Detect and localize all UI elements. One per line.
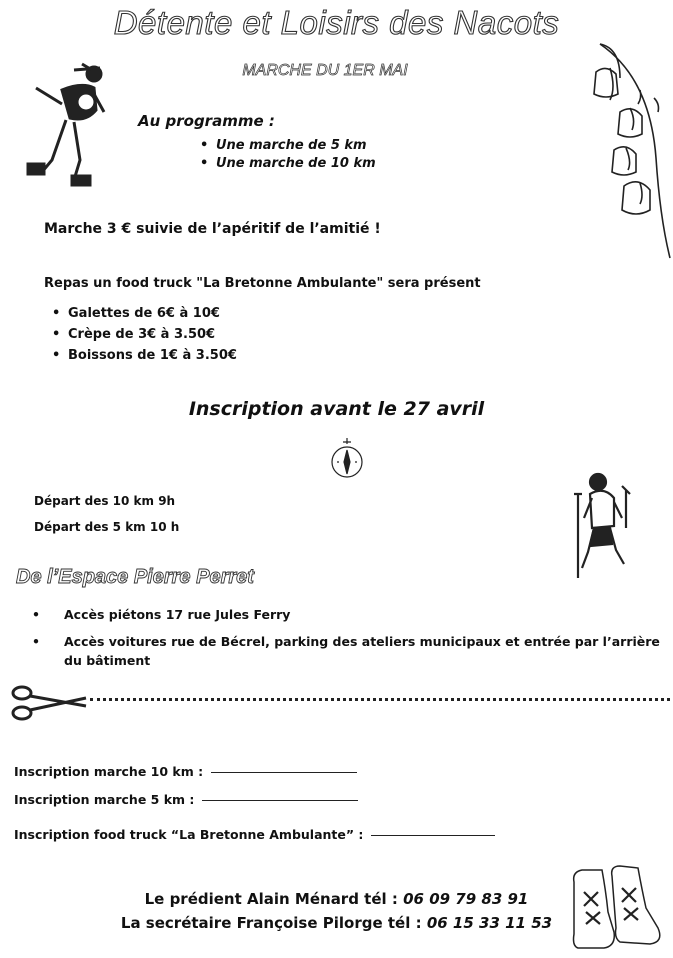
departure-10km: Départ des 10 km 9h — [34, 494, 176, 508]
list-item: • Une marche de 5 km — [200, 137, 376, 155]
compass-icon — [329, 436, 365, 480]
programme-heading: Au programme : — [138, 112, 275, 130]
programme-list — [200, 137, 376, 173]
location-title: De l’Espace Pierre Perret — [16, 566, 254, 588]
page-title: Détente et Loisirs des Nacots — [113, 4, 560, 41]
hiker-icon — [570, 468, 640, 580]
list-item: • Accès piétons 17 rue Jules Ferry — [48, 605, 668, 624]
scissors-icon — [8, 684, 88, 722]
form-blank — [211, 772, 357, 773]
list-item: • Boissons de 1€ à 3.50€ — [52, 345, 237, 366]
food-truck-intro: Repas un food truck "La Bretonne Ambulante" sera présent — [44, 276, 481, 291]
president-phone: 06 09 79 83 91 — [403, 890, 529, 908]
form-label: Inscription marche 5 km : — [14, 792, 195, 807]
form-label: Inscription marche 10 km : — [14, 764, 204, 779]
departure-5km: Départ des 5 km 10 h — [34, 520, 180, 534]
form-label: Inscription food truck “La Bretonne Ambulante” : — [14, 827, 364, 842]
list-item: • Crèpe de 3€ à 3.50€ — [52, 324, 237, 345]
cut-line — [90, 698, 670, 701]
list-item: • Accès voitures rue de Bécrel, parking des ateliers municipaux et entrée par l’arrière du bâtiment — [48, 632, 668, 670]
walker-icon — [22, 60, 112, 190]
form-line-10km — [14, 764, 357, 779]
list-item: • Une marche de 10 km — [200, 155, 376, 173]
list-item: • Galettes de 6€ à 10€ — [52, 303, 237, 324]
form-line-food — [14, 827, 495, 842]
secretary-phone: 06 15 33 11 53 — [426, 914, 553, 932]
page-subtitle: MARCHE DU 1ER MAI — [242, 62, 408, 79]
food-price-list — [52, 303, 237, 366]
price-line: Marche 3 € suivie de l’apéritif de l’amitié ! — [44, 221, 381, 237]
form-blank — [202, 800, 358, 801]
form-blank — [371, 835, 495, 836]
lily-of-the-valley-icon — [580, 38, 673, 260]
secretary-label: La secrétaire Françoise Pilorge tél : — [120, 914, 422, 932]
boots-icon — [568, 862, 668, 954]
form-line-5km — [14, 792, 358, 807]
registration-deadline: Inscription avant le 27 avril — [188, 398, 485, 420]
access-list — [48, 605, 668, 678]
president-label: Le prédient Alain Ménard tél : — [144, 890, 398, 908]
